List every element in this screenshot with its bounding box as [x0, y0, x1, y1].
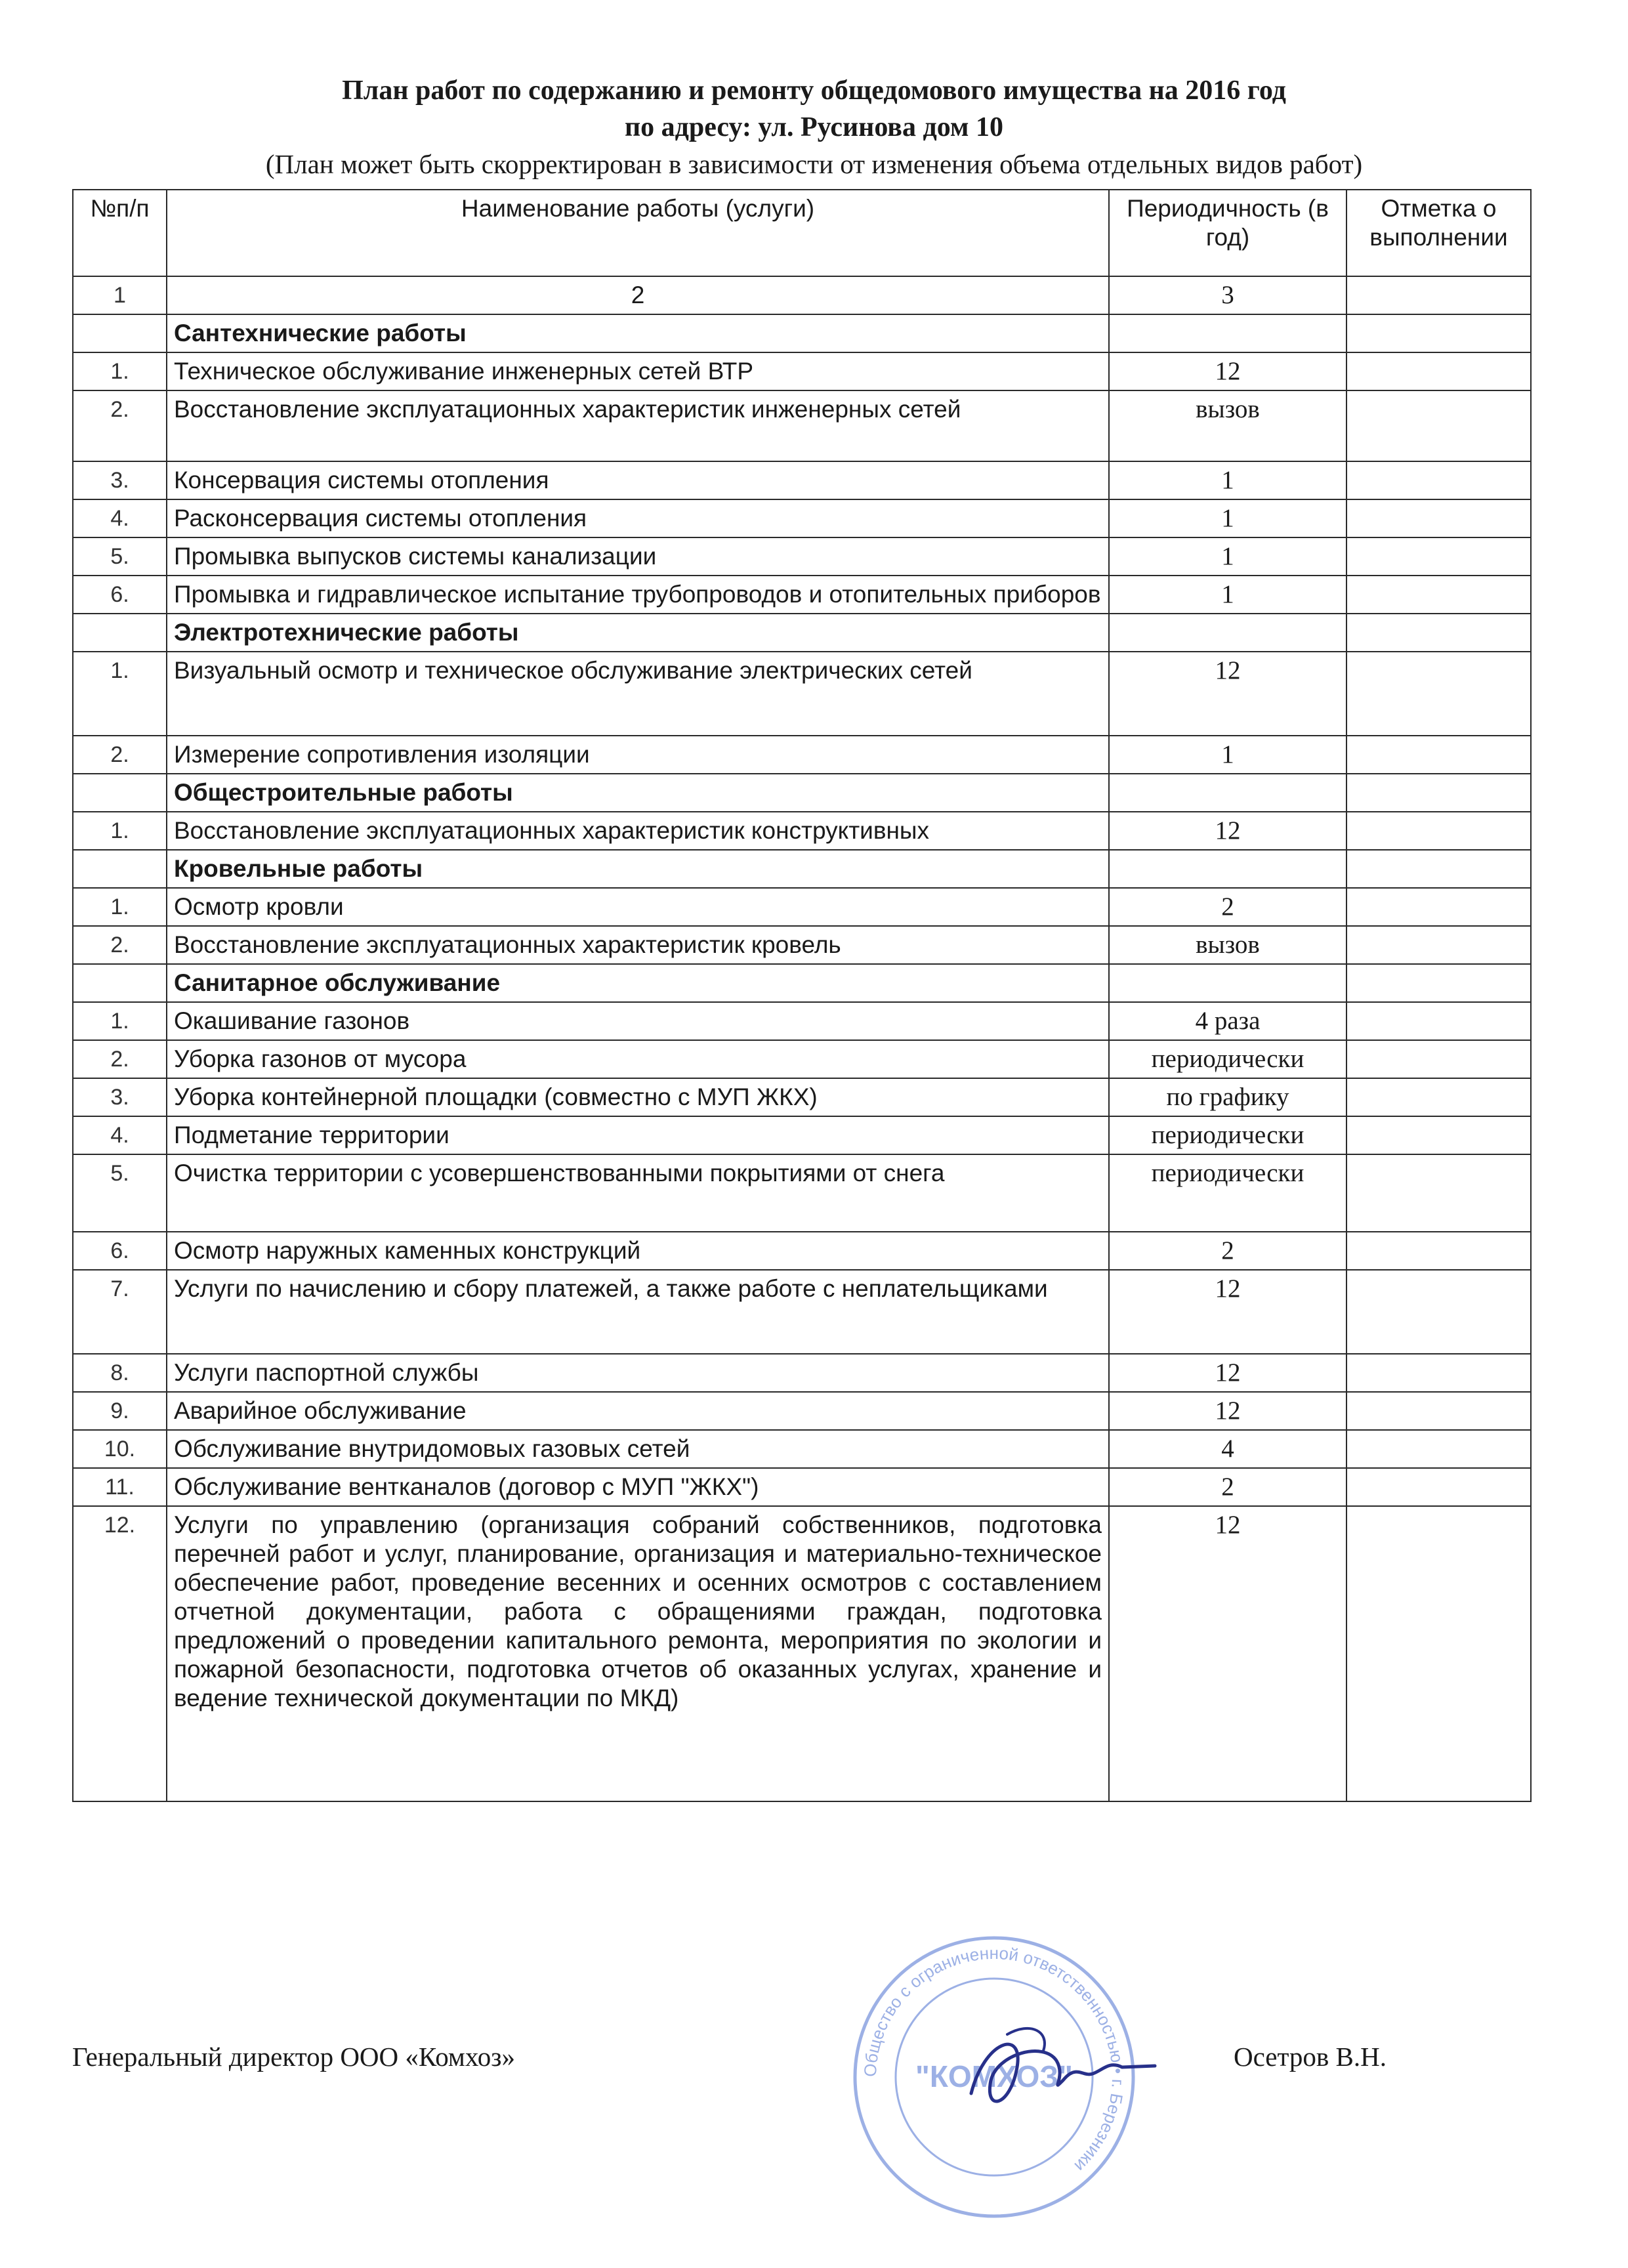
- row-mark: [1346, 1468, 1531, 1506]
- col-number-3: 3: [1109, 276, 1346, 314]
- section-row-construction: [73, 774, 1531, 812]
- row-period: 2: [1109, 1232, 1346, 1270]
- table-row: [73, 352, 1531, 390]
- row-period: 1: [1109, 736, 1346, 774]
- table-row: [73, 499, 1531, 537]
- row-num: 1.: [73, 812, 167, 850]
- row-name: Восстановление эксплуатационных характеристик конструктивных: [167, 812, 1109, 850]
- row-period: 12: [1109, 812, 1346, 850]
- row-num: 3.: [73, 1078, 167, 1116]
- column-numbers-row: [73, 276, 1531, 314]
- row-name: Расконсервация системы отопления: [167, 499, 1109, 537]
- row-period: 4 раза: [1109, 1002, 1346, 1040]
- row-name: Осмотр кровли: [167, 888, 1109, 926]
- row-mark: [1346, 1040, 1531, 1078]
- row-name: Подметание территории: [167, 1116, 1109, 1154]
- row-num: 1.: [73, 888, 167, 926]
- row-num: 4.: [73, 1116, 167, 1154]
- row-period: 4: [1109, 1430, 1346, 1468]
- row-period: 1: [1109, 461, 1346, 499]
- row-period: 1: [1109, 576, 1346, 614]
- row-name: Очистка территории с усовершенствованными покрытиями от снега: [167, 1154, 1109, 1232]
- row-mark: [1346, 926, 1531, 964]
- col-number-4: [1346, 276, 1531, 314]
- row-period: 12: [1109, 652, 1346, 736]
- row-mark: [1346, 1078, 1531, 1116]
- row-mark: [1346, 537, 1531, 576]
- footer-position: Генеральный директор ООО «Комхоз»: [72, 2042, 515, 2072]
- row-period: 12: [1109, 1392, 1346, 1430]
- document-header: [0, 72, 1628, 182]
- row-period: 12: [1109, 352, 1346, 390]
- row-num: 1.: [73, 352, 167, 390]
- row-num: 6.: [73, 576, 167, 614]
- table-row: [73, 812, 1531, 850]
- table-row: [73, 1232, 1531, 1270]
- col-header-period: Периодичность (в год): [1109, 190, 1346, 276]
- table-row: [73, 1078, 1531, 1116]
- table-row: [73, 1392, 1531, 1430]
- table-row: [73, 1270, 1531, 1354]
- svg-text:"КОМХОЗ": "КОМХОЗ": [915, 2059, 1073, 2093]
- row-period: 1: [1109, 499, 1346, 537]
- table-row: [73, 461, 1531, 499]
- row-name: Техническое обслуживание инженерных сетей ВТР: [167, 352, 1109, 390]
- row-num: 1.: [73, 652, 167, 736]
- row-mark: [1346, 1270, 1531, 1354]
- table-row: [73, 1468, 1531, 1506]
- row-period: 2: [1109, 1468, 1346, 1506]
- row-name: Услуги по управлению (организация собраний собственников, подготовка перечней работ и услуг, планирование, организация и материально-техническое обеспечение работ, проведение весенних и осенних осмотров с составлением отчетной документации, работа с обращениями граждан, подготовка предложений о проведении капитального ремонта, мероприятия по экологии и пожарной безопасности, подготовка отчетов об оказанных услугах, хранение и ведение технической документации по МКД): [167, 1506, 1109, 1801]
- row-mark: [1346, 1154, 1531, 1232]
- row-period: по графику: [1109, 1078, 1346, 1116]
- row-num: 3.: [73, 461, 167, 499]
- svg-text:Общество с ограниченной ответс: Общество с ограниченной ответственностью • г. Березники: [860, 1942, 1129, 2176]
- section-row-electrical: [73, 614, 1531, 652]
- row-num: 11.: [73, 1468, 167, 1506]
- row-period: 12: [1109, 1506, 1346, 1801]
- row-name: Восстановление эксплуатационных характеристик инженерных сетей: [167, 390, 1109, 461]
- row-name: Окашивание газонов: [167, 1002, 1109, 1040]
- row-num: 5.: [73, 537, 167, 576]
- table-row: [73, 1506, 1531, 1801]
- col-header-name: Наименование работы (услуги): [167, 190, 1109, 276]
- row-mark: [1346, 1506, 1531, 1801]
- row-mark: [1346, 1354, 1531, 1392]
- document-note: (План может быть скорректирован в зависимости от изменения объема отдельных видов работ): [265, 149, 1363, 179]
- table-row: [73, 1154, 1531, 1232]
- section-row-sanitary: [73, 964, 1531, 1002]
- row-name: Уборка контейнерной площадки (совместно с МУП ЖКХ): [167, 1078, 1109, 1116]
- row-name: Визуальный осмотр и техническое обслуживание электрических сетей: [167, 652, 1109, 736]
- row-name: Уборка газонов от мусора: [167, 1040, 1109, 1078]
- row-mark: [1346, 576, 1531, 614]
- row-mark: [1346, 888, 1531, 926]
- row-period: периодически: [1109, 1040, 1346, 1078]
- row-period: 12: [1109, 1270, 1346, 1354]
- row-name: Обслуживание внутридомовых газовых сетей: [167, 1430, 1109, 1468]
- col-header-mark: Отметка о выполнении: [1346, 190, 1531, 276]
- table-row: [73, 652, 1531, 736]
- section-title: Кровельные работы: [167, 850, 1109, 888]
- row-num: 2.: [73, 926, 167, 964]
- director-signature: [945, 2015, 1161, 2126]
- row-num: 8.: [73, 1354, 167, 1392]
- table-row: [73, 576, 1531, 614]
- section-title: Общестроительные работы: [167, 774, 1109, 812]
- row-name: Осмотр наружных каменных конструкций: [167, 1232, 1109, 1270]
- col-number-1: 1: [73, 276, 167, 314]
- row-name: Консервация системы отопления: [167, 461, 1109, 499]
- document-title: План работ по содержанию и ремонту общедомового имущества на 2016 год: [342, 75, 1286, 106]
- table-row: [73, 1354, 1531, 1392]
- row-name: Промывка выпусков системы канализации: [167, 537, 1109, 576]
- row-num: 9.: [73, 1392, 167, 1430]
- table-row: [73, 1116, 1531, 1154]
- section-title: Сантехнические работы: [167, 314, 1109, 352]
- row-name: Обслуживание вентканалов (договор с МУП "ЖКХ"): [167, 1468, 1109, 1506]
- table-row: [73, 1040, 1531, 1078]
- row-mark: [1346, 652, 1531, 736]
- row-period: 12: [1109, 1354, 1346, 1392]
- table-row: [73, 888, 1531, 926]
- row-num: 1.: [73, 1002, 167, 1040]
- document-address: по адресу: ул. Русинова дом 10: [624, 112, 1004, 142]
- row-num: 6.: [73, 1232, 167, 1270]
- row-num: 7.: [73, 1270, 167, 1354]
- row-num: 2.: [73, 1040, 167, 1078]
- row-mark: [1346, 1430, 1531, 1468]
- table-row: [73, 736, 1531, 774]
- row-mark: [1346, 390, 1531, 461]
- row-num: 4.: [73, 499, 167, 537]
- section-row-roofing: [73, 850, 1531, 888]
- row-name: Услуги паспортной службы: [167, 1354, 1109, 1392]
- row-period: 2: [1109, 888, 1346, 926]
- row-mark: [1346, 812, 1531, 850]
- row-mark: [1346, 1232, 1531, 1270]
- row-period: 1: [1109, 537, 1346, 576]
- row-mark: [1346, 1392, 1531, 1430]
- work-plan-table: [72, 189, 1532, 1802]
- row-period: вызов: [1109, 926, 1346, 964]
- row-mark: [1346, 736, 1531, 774]
- section-title: Электротехнические работы: [167, 614, 1109, 652]
- section-row-plumbing: [73, 314, 1531, 352]
- row-period: периодически: [1109, 1154, 1346, 1232]
- row-name: Аварийное обслуживание: [167, 1392, 1109, 1430]
- table-row: [73, 1430, 1531, 1468]
- row-period: периодически: [1109, 1116, 1346, 1154]
- table-row: [73, 1002, 1531, 1040]
- row-mark: [1346, 1002, 1531, 1040]
- row-num: 10.: [73, 1430, 167, 1468]
- footer-signatory: Осетров В.Н.: [1234, 2042, 1387, 2072]
- table-header-row: [73, 190, 1531, 276]
- row-mark: [1346, 1116, 1531, 1154]
- row-mark: [1346, 352, 1531, 390]
- row-name: Измерение сопротивления изоляции: [167, 736, 1109, 774]
- table-row: [73, 390, 1531, 461]
- row-mark: [1346, 499, 1531, 537]
- col-header-num: №п/п: [73, 190, 167, 276]
- table-row: [73, 537, 1531, 576]
- row-num: 5.: [73, 1154, 167, 1232]
- row-mark: [1346, 461, 1531, 499]
- row-num: 2.: [73, 390, 167, 461]
- row-name: Промывка и гидравлическое испытание трубопроводов и отопительных приборов: [167, 576, 1109, 614]
- table-row: [73, 926, 1531, 964]
- row-name: Восстановление эксплуатационных характеристик кровель: [167, 926, 1109, 964]
- row-name: Услуги по начислению и сбору платежей, а также работе с неплательщиками: [167, 1270, 1109, 1354]
- row-num: 12.: [73, 1506, 167, 1801]
- col-number-2: 2: [167, 276, 1109, 314]
- section-title: Санитарное обслуживание: [167, 964, 1109, 1002]
- row-num: 2.: [73, 736, 167, 774]
- row-period: вызов: [1109, 390, 1346, 461]
